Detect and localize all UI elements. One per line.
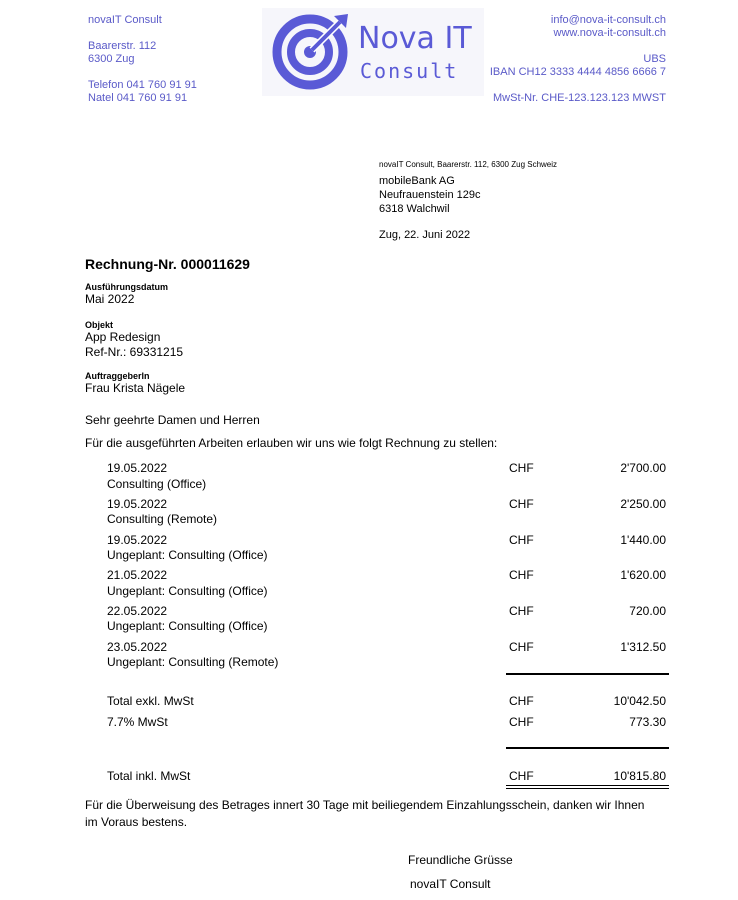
intro-text: Für die ausgeführten Arbeiten erlauben wir uns wie folgt Rechnung zu stellen:	[85, 436, 498, 450]
company-vat: MwSt-Nr. CHE-123.123.123 MWST	[493, 92, 666, 104]
item-amount: 1'620.00	[620, 568, 666, 582]
item-date: 19.05.2022	[107, 533, 168, 547]
payment-text-line2: im Voraus bestens.	[85, 815, 188, 829]
greeting: Sehr geehrte Damen und Herren	[85, 413, 260, 427]
client-value: Frau Krista Nägele	[85, 381, 186, 395]
vat-label: 7.7% MwSt	[107, 715, 168, 729]
exec-date-label: Ausführungsdatum	[85, 282, 168, 292]
logo-title: Nova IT	[358, 21, 472, 56]
company-logo	[262, 8, 484, 96]
company-street: Baarerstr. 112	[88, 40, 157, 52]
item-date: 19.05.2022	[107, 497, 168, 511]
item-desc: Ungeplant: Consulting (Office)	[107, 584, 268, 598]
total-rule	[506, 747, 669, 749]
sender-line: novaIT Consult, Baarerstr. 112, 6300 Zug Schweiz	[379, 160, 558, 169]
net-total-label: Total exkl. MwSt	[107, 694, 194, 708]
item-desc: Consulting (Office)	[107, 477, 207, 491]
exec-date-value: Mai 2022	[85, 292, 135, 306]
item-amount: 2'250.00	[620, 497, 666, 511]
object-value: App Redesign	[85, 330, 161, 344]
item-desc: Consulting (Remote)	[107, 512, 218, 526]
ref-number: Ref-Nr.: 69331215	[85, 345, 184, 359]
company-web[interactable]: www.nova-it-consult.ch	[553, 27, 666, 39]
recipient-street: Neufrauenstein 129c	[379, 189, 481, 201]
vat-currency: CHF	[509, 715, 534, 729]
gross-total-amount: 10'815.80	[613, 769, 666, 783]
item-currency: CHF	[509, 604, 534, 618]
target-icon	[262, 8, 484, 96]
subtotal-rule	[506, 673, 669, 675]
item-currency: CHF	[509, 533, 534, 547]
item-currency: CHF	[509, 461, 534, 475]
recipient-name: mobileBank AG	[379, 175, 455, 187]
item-date: 23.05.2022	[107, 640, 168, 654]
double-rule-top	[506, 785, 669, 786]
object-label: Objekt	[85, 320, 114, 330]
item-amount: 1'312.50	[620, 640, 666, 654]
company-bank: UBS	[643, 53, 666, 65]
vat-amount: 773.30	[629, 715, 666, 729]
item-date: 19.05.2022	[107, 461, 168, 475]
company-phone: Telefon 041 760 91 91	[88, 79, 197, 91]
logo-subtitle: Consult	[360, 59, 459, 83]
signature: novaIT Consult	[410, 877, 491, 891]
company-mobile: Natel 041 760 91 91	[88, 92, 188, 104]
invoice-title: Rechnung-Nr. 000011629	[85, 256, 250, 272]
client-label: Auftraggeberln	[85, 371, 150, 381]
item-currency: CHF	[509, 640, 534, 654]
gross-total-currency: CHF	[509, 769, 534, 783]
double-rule-bottom	[506, 788, 669, 789]
item-currency: CHF	[509, 568, 534, 582]
item-desc: Ungeplant: Consulting (Office)	[107, 619, 268, 633]
payment-text-line1: Für die Überweisung des Betrages innert 30 Tage mit beiliegendem Einzahlungsschein, danken wir Ihnen	[85, 798, 645, 812]
company-email[interactable]: info@nova-it-consult.ch	[550, 14, 666, 26]
regards: Freundliche Grüsse	[408, 853, 513, 867]
recipient-city: 6318 Walchwil	[379, 203, 450, 215]
gross-total-label: Total inkl. MwSt	[107, 769, 191, 783]
item-amount: 2'700.00	[620, 461, 666, 475]
item-desc: Ungeplant: Consulting (Remote)	[107, 655, 279, 669]
item-amount: 1'440.00	[620, 533, 666, 547]
item-date: 22.05.2022	[107, 604, 168, 618]
company-name: novaIT Consult	[88, 14, 162, 26]
item-desc: Ungeplant: Consulting (Office)	[107, 548, 268, 562]
net-total-currency: CHF	[509, 694, 534, 708]
item-date: 21.05.2022	[107, 568, 168, 582]
net-total-amount: 10'042.50	[613, 694, 666, 708]
letter-date: Zug, 22. Juni 2022	[379, 229, 471, 241]
company-iban: IBAN CH12 3333 4444 4856 6666 7	[489, 66, 666, 78]
item-amount: 720.00	[629, 604, 666, 618]
item-currency: CHF	[509, 497, 534, 511]
company-city: 6300 Zug	[88, 53, 135, 65]
